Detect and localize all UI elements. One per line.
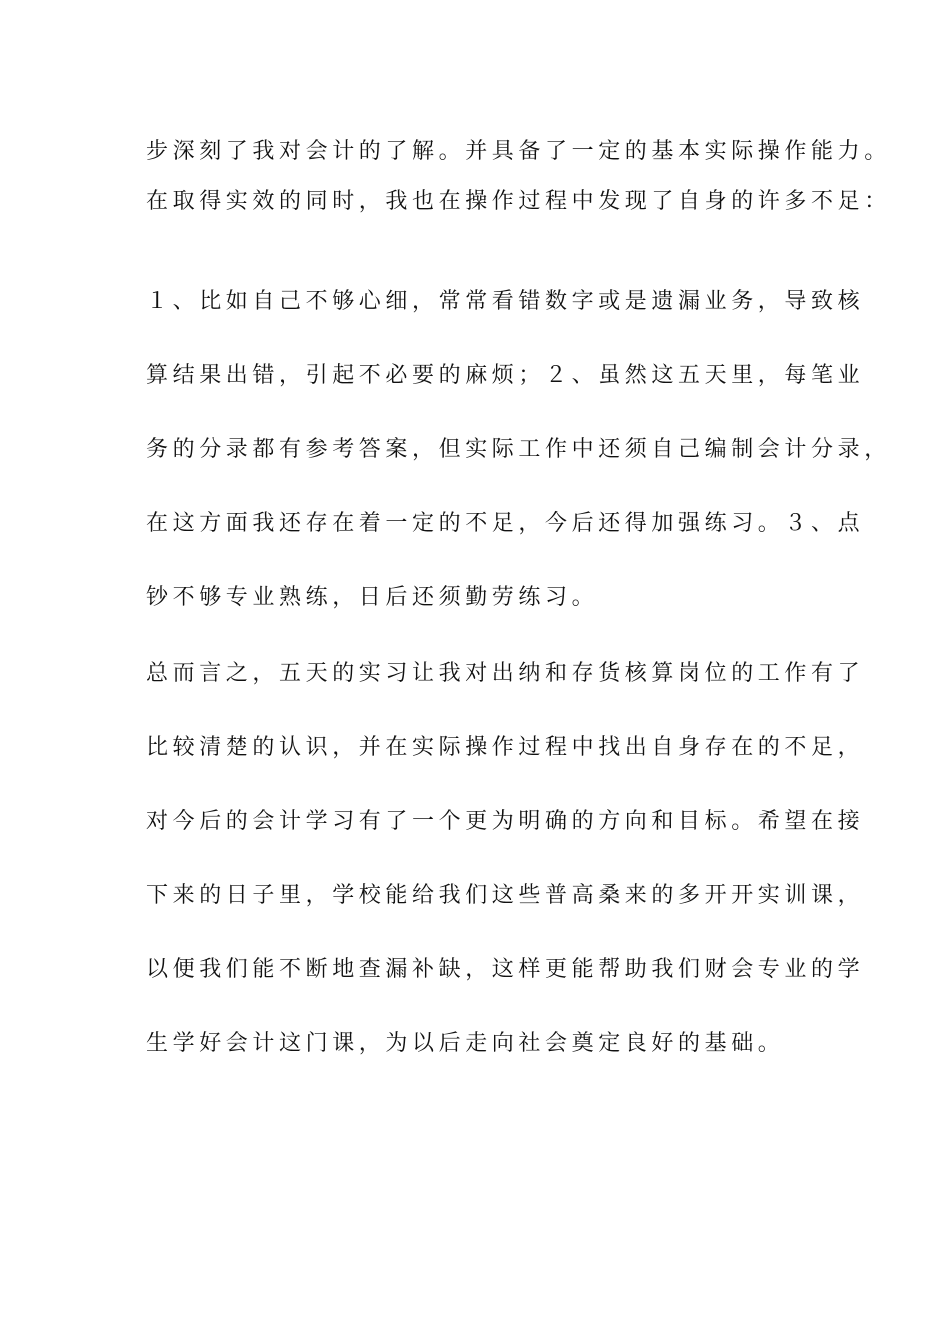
paragraph-line: 务的分录都有参考答案，但实际工作中还须自己编制会计分录， — [146, 437, 891, 462]
paragraph-line: 在取得实效的同时，我也在操作过程中发现了自身的许多不足： — [146, 189, 891, 214]
paragraph-line: 比较清楚的认识，并在实际操作过程中找出自身存在的不足， — [146, 735, 865, 760]
paragraph-line: 对今后的会计学习有了一个更为明确的方向和目标。希望在接 — [146, 809, 865, 834]
paragraph-line: 以便我们能不断地查漏补缺，这样更能帮助我们财会专业的学 — [146, 957, 865, 982]
paragraph-line: １、比如自己不够心细，常常看错数字或是遗漏业务，导致核 — [146, 289, 865, 314]
paragraph-line: 下来的日子里，学校能给我们这些普高桑来的多开开实训课， — [146, 883, 865, 908]
paragraph-line: 总而言之，五天的实习让我对出纳和存货核算岗位的工作有了 — [146, 661, 865, 686]
paragraph-line: 算结果出错，引起不必要的麻烦；２、虽然这五天里，每笔业 — [146, 363, 865, 388]
paragraph-line: 步深刻了我对会计的了解。并具备了一定的基本实际操作能力。 — [146, 139, 891, 164]
paragraph-line: 在这方面我还存在着一定的不足，今后还得加强练习。３、点 — [146, 511, 865, 536]
paragraph-line: 钞不够专业熟练，日后还须勤劳练习。 — [146, 585, 599, 610]
paragraph-line: 生学好会计这门课，为以后走向社会奠定良好的基础。 — [146, 1031, 785, 1056]
